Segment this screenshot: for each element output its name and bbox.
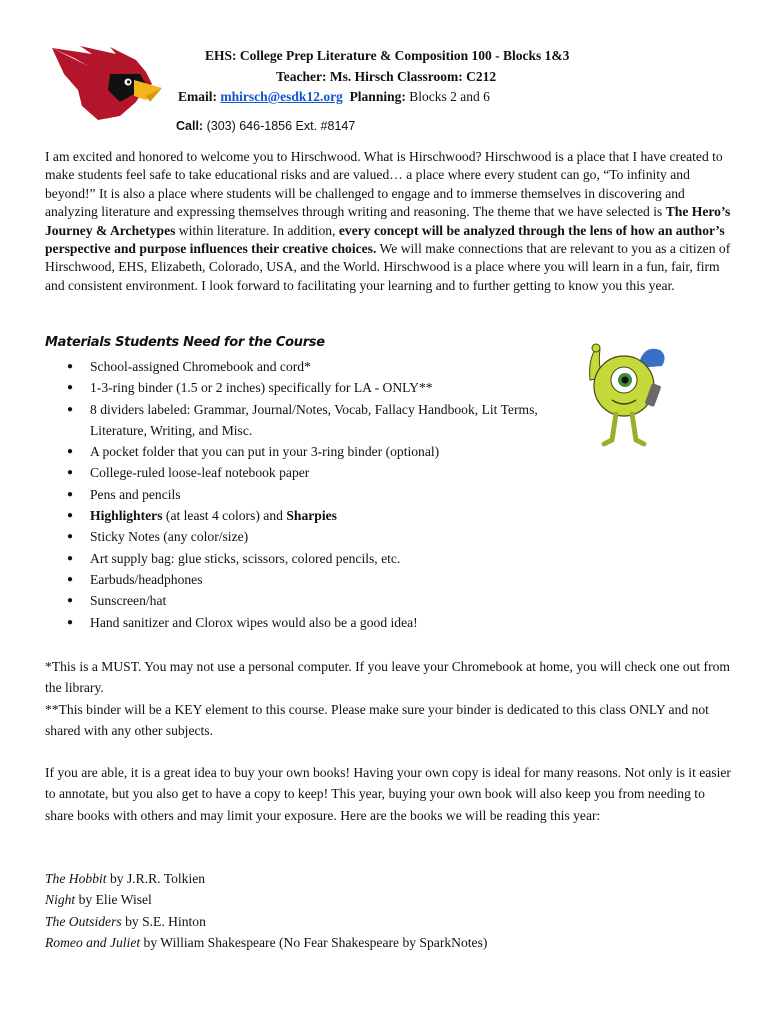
highlighters-mid: (at least 4 colors) and [162, 508, 287, 524]
highlighters-bold: Highlighters [90, 508, 163, 524]
planning-label: Planning: [349, 89, 406, 104]
call-line [176, 119, 355, 133]
course-title: EHS: College Prep Literature & Composition 100 - Blocks 1&3 [205, 48, 570, 63]
email-link[interactable]: mhirsch@esdk12.org [220, 89, 343, 104]
list-item-highlighters [45, 505, 555, 526]
book-title: Night [45, 892, 76, 908]
planning-value: Blocks 2 and 6 [409, 89, 490, 104]
book-item [45, 911, 487, 932]
book-list [45, 868, 487, 953]
sharpies-bold: Sharpies [286, 508, 337, 524]
list-item: ● Art supply bag: glue sticks, scissors, colored pencils, etc. [45, 548, 555, 569]
book-title: Romeo and Juliet [45, 934, 141, 950]
footnote-binder: **This binder will be a KEY element to this course. Please make sure your binder is dedicated to this class ONLY and not shared with any other subjects. [45, 701, 709, 738]
call-label: Call: [176, 119, 204, 133]
footnote-chromebook: *This is a MUST. You may not use a personal computer. If you leave your Chromebook at home, you will check one out from the library. [45, 659, 730, 696]
book-author: by J.R.R. Tolkien [106, 871, 206, 886]
book-item [45, 932, 487, 953]
intro-text-1: I am excited and honored to welcome you to Hirschwood. What is Hirschwood? Hirschwood is a place that I have created to make students feel safe to take educational risks and are valued… a place where every student can go, “To infinity and beyond!” It is also a place where students will be challenged to engage and to immerse themselves in discovering and analyzing literature and expressing themselves through writing and reasoning. The theme that we have selected is [45, 149, 723, 220]
book-title: The Hobbit [45, 871, 107, 886]
email-label: Email: [178, 89, 217, 104]
book-title: The Outsiders [45, 913, 122, 929]
intro-concept: every concept will be analyzed through the lens of how an author’s perspective and purpose influences their creative choices. [45, 222, 725, 257]
list-item: ● Sticky Notes (any color/size) [45, 526, 555, 547]
list-item: ● School-assigned Chromebook and cord* [45, 356, 555, 377]
list-item: ● Pens and pencils [45, 484, 555, 505]
intro-theme: The Hero’s Journey & Archetypes [45, 204, 731, 238]
list-item: ● Hand sanitizer and Clorox wipes would also be a good idea! [45, 612, 555, 633]
books-intro-paragraph: If you are able, it is a great idea to buy your own books! Having your own copy is ideal for many reasons. Not only is it easier to annotate, but you also get to have a copy to keep! This year, buying your own book will also keep you from needing to share books with others and may limit your exposure. Here are the books we will be reading this year: [45, 765, 731, 823]
materials-list [45, 356, 555, 633]
intro-text-3: We will make connections that are relevant to you as a citizen of Hirschwood, EHS, Elizabeth, Colorado, USA, and the World. Hirschwood is a place where you will learn in a fun, fair, firm and consistent environment. I look forward to facilitating your learning and to further getting to know you this year. [45, 241, 731, 293]
list-item: ● 1-3-ring binder (1.5 or 2 inches) specifically for LA - ONLY** [45, 377, 555, 398]
teacher-classroom: Teacher: Ms. Hirsch Classroom: C212 [276, 69, 497, 84]
list-item: ● 8 dividers labeled: Grammar, Journal/Notes, Vocab, Fallacy Handbook, Lit Terms, Literature, Writing, and Misc. [45, 399, 555, 442]
book-item [45, 889, 487, 910]
email-planning-line [178, 89, 490, 105]
materials-heading: Materials Students Need for the Course [45, 335, 325, 350]
book-author: by S.E. Hinton [121, 913, 206, 929]
intro-paragraph [45, 148, 735, 295]
intro-text-2: within literature. In addition, [175, 222, 339, 238]
list-item: ● A pocket folder that you can put in your 3-ring binder (optional) [45, 441, 555, 462]
list-item: ● Earbuds/headphones [45, 569, 555, 590]
cardinal-logo [50, 44, 166, 122]
mascot-illustration [582, 340, 678, 450]
book-item [45, 868, 487, 889]
list-item: ● College-ruled loose-leaf notebook paper [45, 462, 555, 483]
call-value: (303) 646-1856 Ext. #8147 [206, 119, 356, 133]
book-author: by Elie Wisel [75, 892, 152, 908]
book-author: by William Shakespeare (No Fear Shakespeare by SparkNotes) [140, 934, 488, 950]
list-item: ● Sunscreen/hat [45, 590, 555, 611]
footnotes [45, 656, 735, 741]
